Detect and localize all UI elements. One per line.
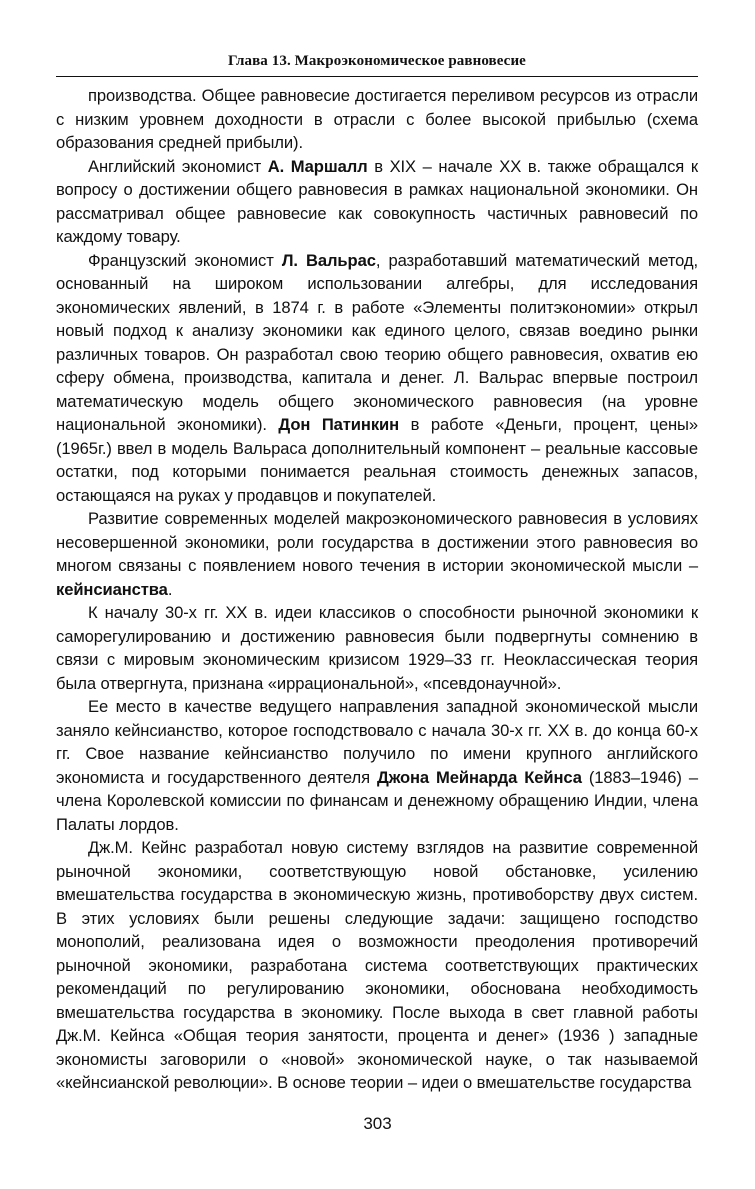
body-text [56,84,698,1095]
paragraph: Дж.М. Кейнс разработал новую систему взглядов на развитие современной рыночной экономики, соответствующую новой обстановке, усилению вмешательства государства в экономическую жизнь, противоборству двух систем. В этих условиях были решены следующие задачи: защищено господство монополий, реализована идея о возможности преодоления противоречий рыночной экономики, разработана система соответствующих практических рекомендаций по регулированию экономики, обоснована необходимость вмешательства государства в экономику. После выхода в свет главной работы Дж.М. Кейнса «Общая теория занятости, процента и денег» (1936 ) западные экономисты заговорили о «новой» экономической науке, о так называемой «кейнсианской революции». В основе теории – идеи о вмешательстве государства [56,838,698,1092]
paragraph: Французский экономист Л. Вальрас, разработавший математический метод, основанный на широком использовании алгебры, для исследования экономических явлений, в 1874 г. в работе «Элементы политэкономии» открыл новый подход к анализу экономики как единого целого, связав воедино рынки различных товаров. Он разработал свою теорию общего равновесия, охватив ею сферу обмена, производства, капитала и денег. Л. Вальрас впервые построил математическую модель общего экономического равновесия (на уровне национальной экономики). Дон Патинкин в работе «Деньги, процент, цены» (1965г.) ввел в модель Вальраса дополнительный компонент – реальные кассовые остатки, под которыми понимается реальная стоимость денежных запасов, остающаяся на руках у продавцов и покупателей. [56,250,699,505]
paragraph: Английский экономист А. Маршалл в XIX – начале XX в. также обращался к вопросу о достижении общего равновесия в рамках национальной экономики. Он рассматривал общее равновесие как совокупность частичных равновесий по каждому товару. [56,156,698,246]
paragraph: Ее место в качестве ведущего направления западной экономической мысли заняло кейнсианство, которое господствовало с начала 30-х гг. XX в. до конца 60-х гг. Свое название кейнсианство получило по имени крупного английского экономиста и государственного деятеля Джона Мейнарда Кейнса (1883–1946) – члена Королевской комиссии по финансам и денежному обращению Индии, члена Палаты лордов. [56,697,698,834]
paragraph: Развитие современных моделей макроэкономического равновесия в условиях несовершенной экономики, роли государства в достижении этого равновесия во многом связаны с появлением нового течения в истории экономической мысли – кейнсианства. [56,509,698,599]
bold-name: кейнсианства [56,579,168,599]
paragraph: производства. Общее равновесие достигается переливом ресурсов из отрасли с низким уровнем доходности в отрасли с более высокой прибылью (схема образования средней прибыли). [56,86,698,152]
page-number: 303 [363,1114,392,1133]
paragraph: К началу 30-х гг. XX в. идеи классиков о способности рыночной экономики к саморегулированию и достижению равновесия были подвергнуты сомнению в связи с мировым экономическим кризисом 1929–33 гг. Неоклассическая теория была отвергнута, признана «иррациональной», «псевдонаучной». [56,603,698,693]
bold-name: Джона Мейнарда Кейнса [376,767,582,787]
header-rule [56,76,698,77]
running-header: Глава 13. Макроэкономическое равновесие [228,53,526,69]
bold-name: Л. Вальрас [281,250,376,270]
bold-name: Дон Патинкин [278,415,400,434]
bold-name: А. Маршалл [267,156,368,176]
